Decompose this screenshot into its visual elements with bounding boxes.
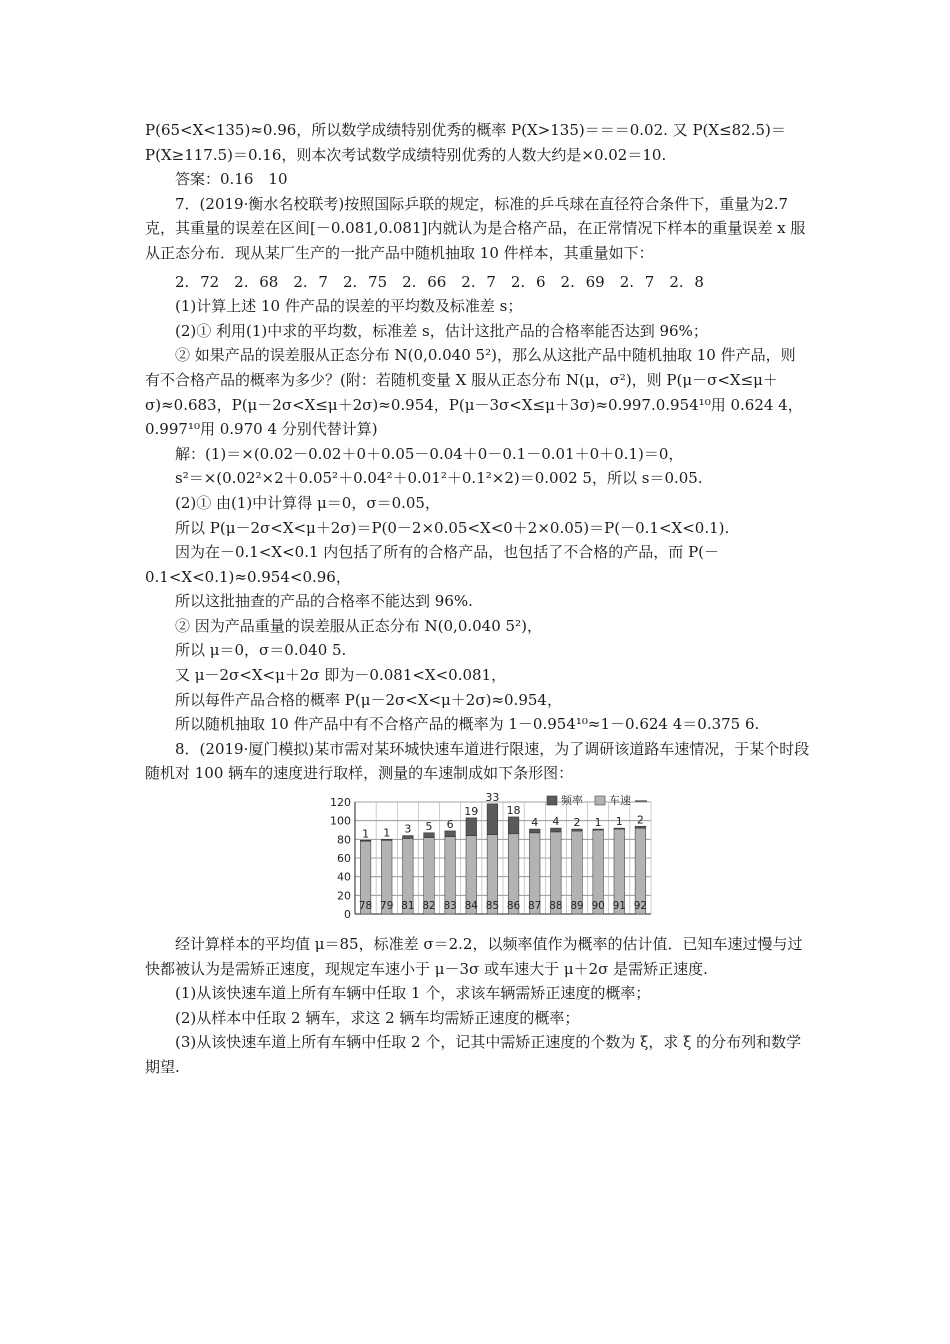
- frequency-label: 3: [404, 822, 412, 836]
- text-line: P(65<X<135)≈0.96，所以数学成绩特别优秀的概率 P(X>135)＝＝＝0.02. 又 P(X≤82.5)＝: [145, 121, 786, 139]
- question-7: 7．(2019·衡水名校联考)按照国际乒联的规定，标准的乒乓球在直径符合条件下，重量为2.7克，其重量的误差在区间[－0.081,0.081]内就认为是合格产品，在正常情况下样本的重量误差 x 服从正态分布．现从某厂生产的一批产品中随机抽取 10 件样本，其重量如下：: [145, 194, 806, 262]
- bar-frequency: [466, 818, 477, 836]
- bar-frequency: [403, 836, 414, 839]
- category-label: 88: [549, 900, 563, 913]
- question-7-part-2: (2)① 利用(1)中求的平均数，标准差 s，估计这批产品的合格率能否达到 96%；: [175, 321, 708, 340]
- y-tick-label: 20: [337, 889, 351, 903]
- category-label: 83: [443, 900, 457, 913]
- bar-frequency: [508, 817, 519, 834]
- category-label: 87: [528, 900, 542, 913]
- y-tick-label: 80: [337, 833, 351, 847]
- bar-frequency: [614, 828, 625, 829]
- frequency-label: 5: [425, 819, 433, 833]
- category-label: 90: [591, 900, 605, 913]
- question-7-part-2b: ② 如果产品的误差服从正态分布 N(0,0.040 5²)，那么从这批产品中随机抽取 10 件产品，则有不合格产品的概率为多少？(附：若随机变量 X 服从正态分布 N(μ，σ²)，则 P(μ－σ<X≤μ＋σ)≈0.683，P(μ－2σ<X≤μ＋2σ)≈0.954，P(μ－3σ<X≤μ＋3σ)≈0.997.0.954¹⁰用 0.624 4，0.997¹⁰用 0.970 4 分别代替计算): [145, 346, 803, 439]
- category-label: 85: [485, 900, 500, 913]
- speed-bar-chart: [145, 792, 810, 922]
- text-line: P(X≥117.5)＝0.16，则本次考试数学成绩特别优秀的人数大约是×0.02＝10.: [145, 145, 667, 164]
- y-tick-label: 120: [330, 796, 351, 810]
- bar-frequency: [424, 833, 435, 838]
- answer-line: 答案：0.16 10: [175, 170, 288, 189]
- solution-line: 所以随机抽取 10 件产品中有不合格产品的概率为 1－0.954¹⁰≈1－0.624 4＝0.375 6.: [175, 715, 760, 734]
- document-page: [145, 118, 810, 1080]
- solution-line: 因为在－0.1<X<0.1 内包括了所有的合格产品，也包括了不合格的产品，而 P(－0.1<X<0.1)≈0.954<0.96，: [145, 543, 720, 586]
- y-tick-label: 40: [337, 870, 351, 884]
- frequency-label: 2: [636, 813, 644, 827]
- solution-line: 所以 P(μ－2σ<X<μ＋2σ)＝P(0－2×0.05<X<0＋2×0.05)＝P(－0.1<X<0.1).: [175, 518, 730, 537]
- question-8-after: 经计算样本的平均值 μ＝85，标准差 σ＝2.2，以频率值作为概率的估计值．已知车速过慢与过快都被认为是需矫正速度，现规定车速小于 μ－3σ 或车速大于 μ＋2σ 是需矫正速度.: [145, 935, 803, 978]
- frequency-label: 4: [552, 815, 560, 829]
- bar-frequency: [635, 826, 646, 828]
- category-label: 78: [358, 900, 373, 913]
- bar-frequency: [445, 831, 456, 837]
- frequency-label: 33: [485, 792, 500, 804]
- y-tick-label: 0: [344, 908, 351, 922]
- chart-svg: [145, 792, 810, 922]
- question-7-part-1: (1)计算上述 10 件产品的误差的平均数及标准差 s；: [175, 297, 523, 316]
- bar-frequency: [593, 829, 604, 830]
- frequency-label: 6: [446, 817, 454, 831]
- solution-line: 所以 μ＝0，σ＝0.040 5.: [175, 641, 347, 660]
- category-label: 92: [633, 900, 648, 913]
- question-8-part-1: (1)从该快速车道上所有车辆中任取 1 个，求该车辆需矫正速度的概率；: [175, 984, 651, 1003]
- solution-line: 所以每件产品合格的概率 P(μ－2σ<X<μ＋2σ)≈0.954，: [175, 690, 562, 709]
- frequency-label: 1: [362, 827, 370, 841]
- legend-label-frequency: 频率: [561, 794, 583, 808]
- legend-label-speed: 车速: [609, 794, 631, 808]
- category-label: 79: [380, 900, 394, 913]
- legend-swatch-frequency: [547, 796, 557, 805]
- category-label: 81: [401, 900, 415, 913]
- bar-frequency: [360, 840, 371, 841]
- frequency-label: 19: [464, 804, 479, 818]
- question-8-part-3: (3)从该快速车道上所有车辆中任取 2 个，记其中需矫正速度的个数为 ξ，求 ξ 的分布列和数学期望.: [145, 1033, 802, 1076]
- category-label: 82: [422, 900, 436, 913]
- frequency-label: 1: [594, 816, 602, 830]
- frequency-label: 18: [506, 803, 521, 817]
- solution-line: ② 因为产品重量的误差服从正态分布 N(0,0.040 5²)，: [175, 616, 542, 635]
- solution-line: 所以这批抽查的产品的合格率不能达到 96%.: [175, 592, 473, 611]
- sample-weights: 2. 72 2. 68 2. 7 2. 75 2. 66 2. 7 2. 6 2. 69 2. 7 2. 8: [175, 272, 704, 291]
- question-8-part-2: (2)从样本中任取 2 辆车，求这 2 辆车均需矫正速度的概率；: [175, 1008, 580, 1027]
- frequency-label: 4: [531, 816, 539, 830]
- frequency-label: 1: [615, 815, 623, 829]
- bar-frequency: [529, 829, 540, 833]
- frequency-label: 1: [383, 826, 391, 840]
- y-tick-label: 60: [337, 852, 351, 866]
- frequency-label: 2: [573, 816, 581, 830]
- category-label: 86: [506, 900, 521, 913]
- category-label: 89: [570, 900, 584, 913]
- bar-frequency: [487, 804, 498, 835]
- solution-line: s²＝×(0.02²×2＋0.05²＋0.04²＋0.01²＋0.1²×2)＝0.002 5，所以 s＝0.05.: [175, 469, 703, 488]
- solution-line: (2)① 由(1)中计算得 μ＝0，σ＝0.05，: [175, 493, 440, 512]
- bar-frequency: [551, 828, 562, 832]
- legend-swatch-speed: [595, 796, 605, 805]
- solution-line: 又 μ－2σ<X<μ＋2σ 即为－0.081<X<0.081，: [175, 666, 507, 685]
- y-tick-label: 100: [330, 814, 351, 828]
- category-label: 84: [464, 900, 478, 913]
- question-8: 8．(2019·厦门模拟)某市需对某环城快速车道进行限速，为了调研该道路车速情况，于某个时段随机对 100 辆车的速度进行取样，测量的车速制成如下条形图：: [145, 739, 810, 783]
- bar-frequency: [572, 829, 583, 831]
- category-label: 91: [612, 900, 626, 913]
- solution-line: 解：(1)＝×(0.02－0.02＋0＋0.05－0.04＋0－0.1－0.01＋0＋0.1)＝0，: [175, 444, 684, 463]
- bar-frequency: [381, 839, 392, 840]
